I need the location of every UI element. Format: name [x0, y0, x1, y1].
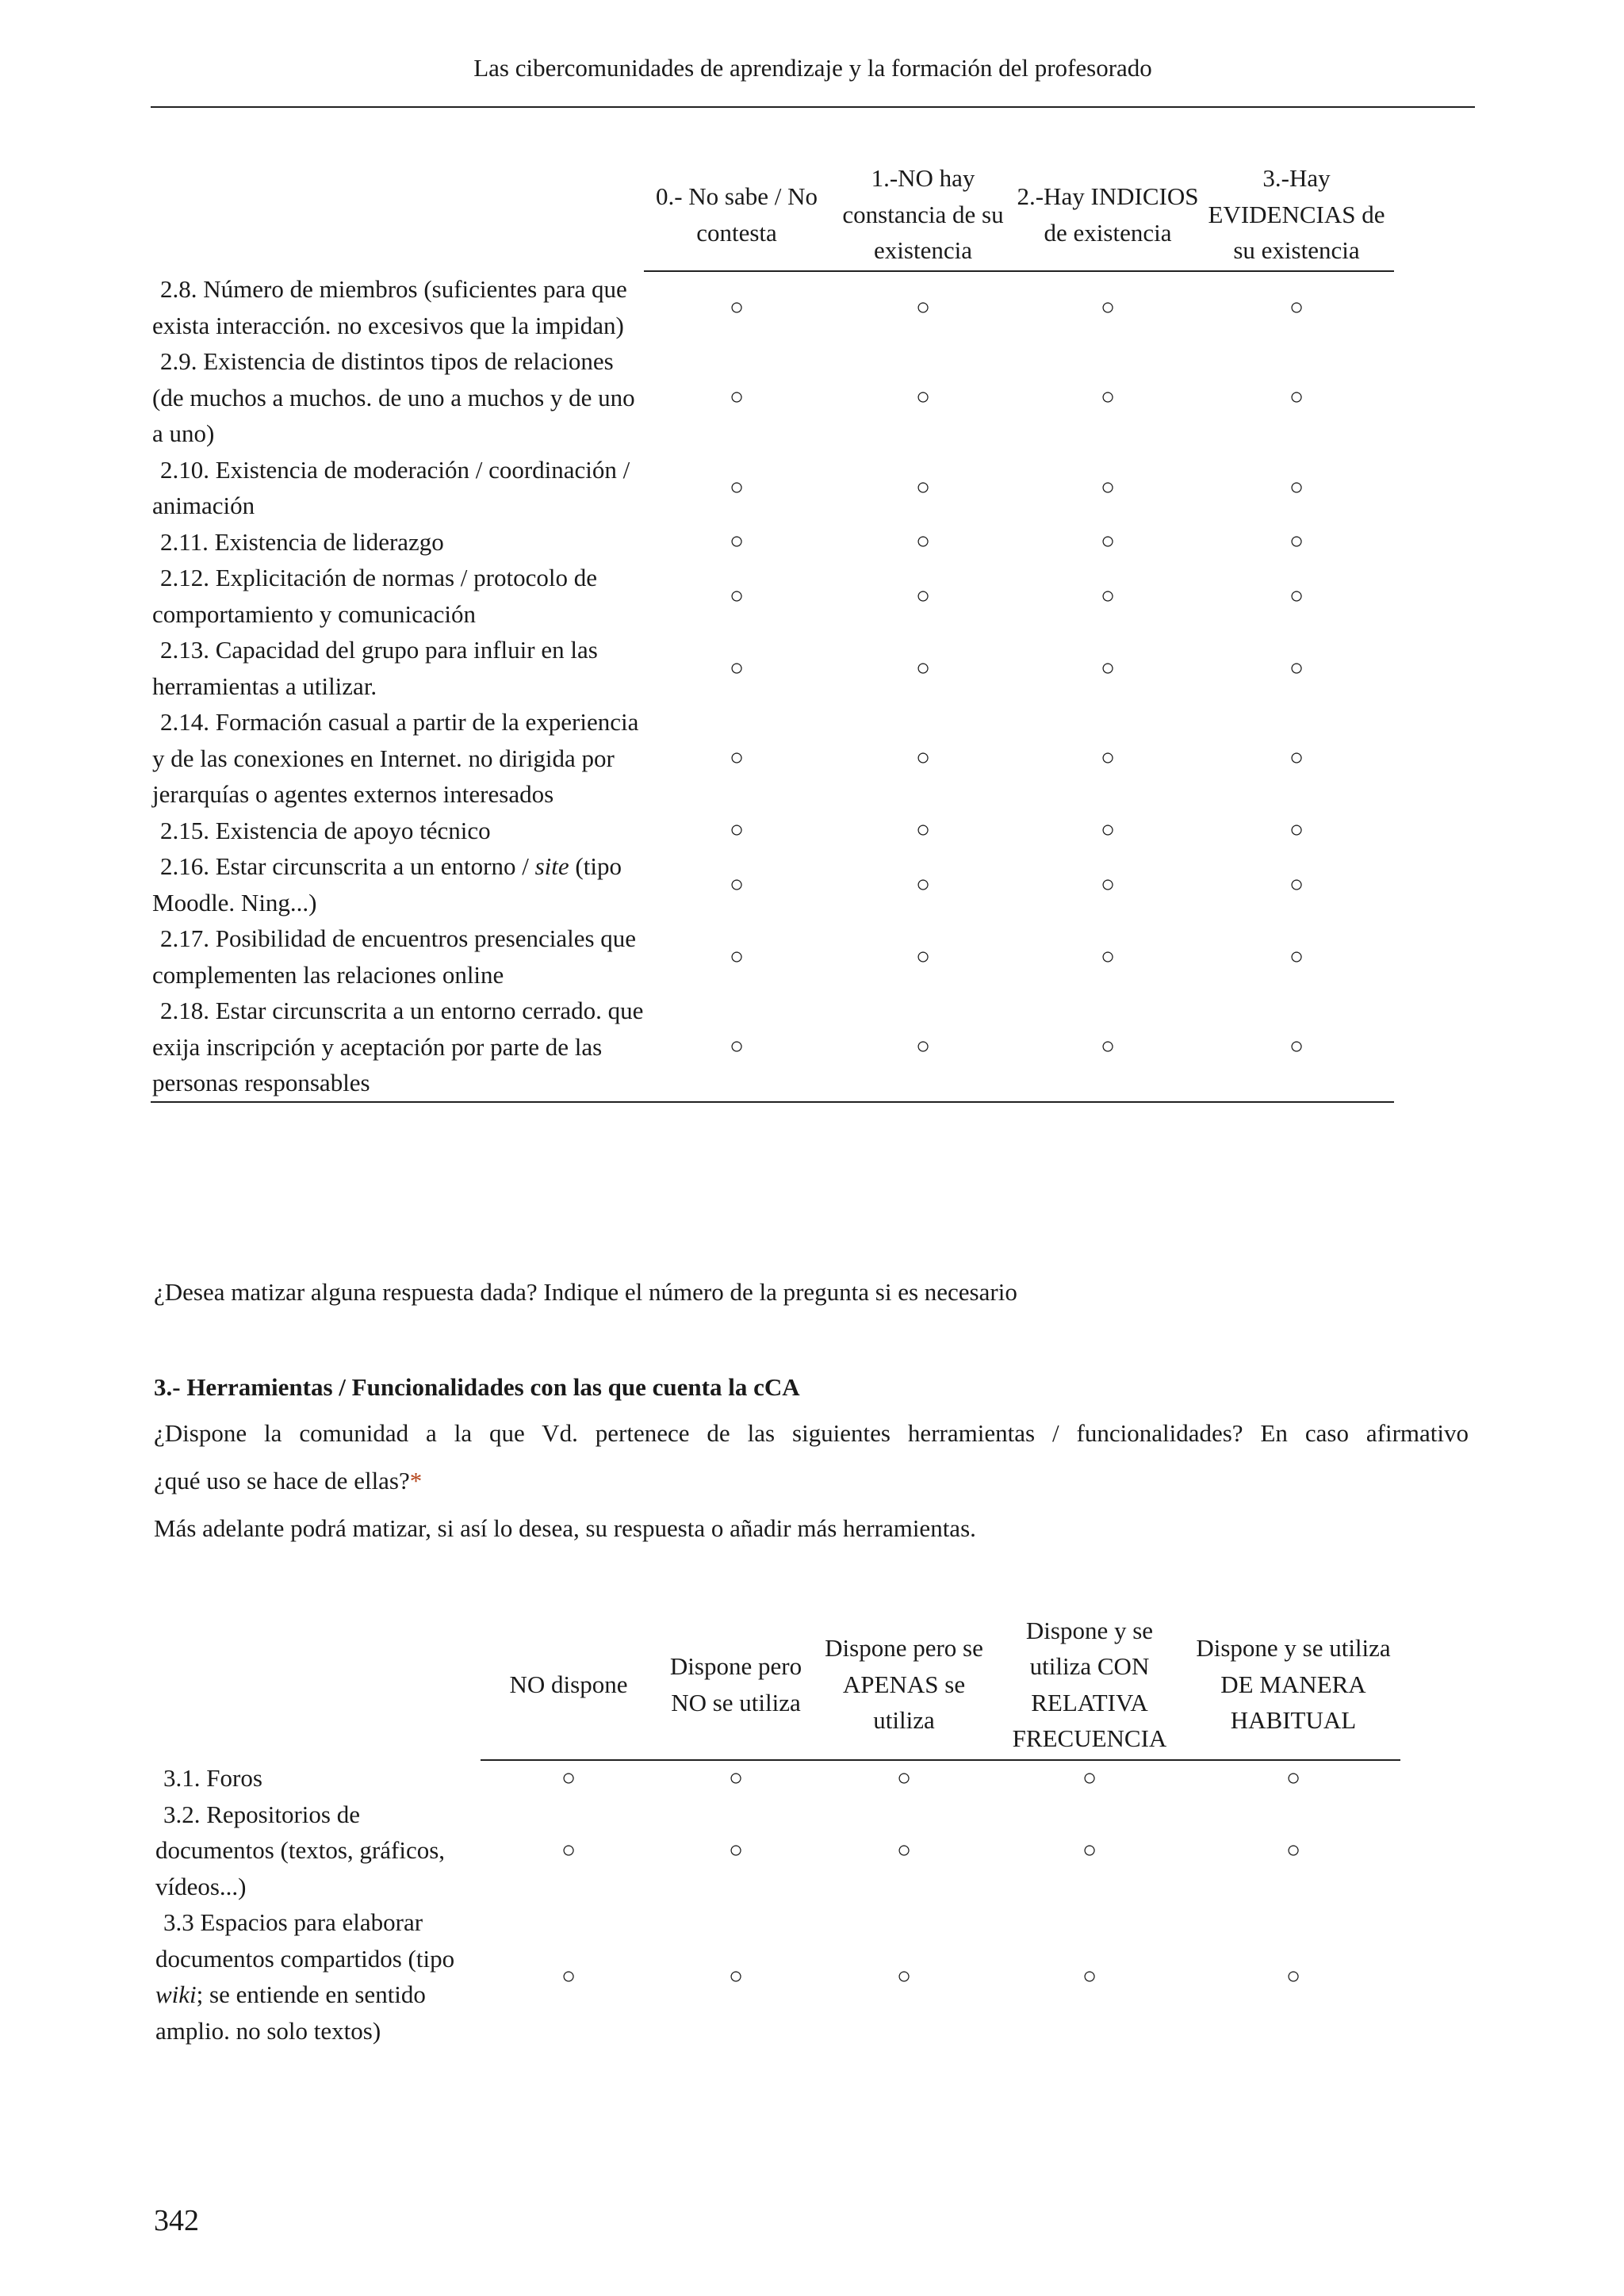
row-label-text: 2.17. Posibilidad de encuentros presenciales que complementen las relaciones online: [152, 924, 637, 989]
row-label: [151, 452, 644, 524]
radio-option[interactable]: ○: [1100, 474, 1116, 500]
radio-option[interactable]: ○: [729, 871, 745, 897]
radio-option[interactable]: ○: [1289, 474, 1304, 500]
row-label-text-after: ; se entiende en sentido amplio. no solo textos): [155, 1980, 426, 2045]
row-label-text: 3.1. Foros: [163, 1764, 262, 1792]
question-text: ¿qué uso se hace de ellas?: [154, 1467, 410, 1494]
radio-option[interactable]: ○: [915, 474, 931, 500]
table-row: [154, 1760, 1400, 1797]
column-header-manera-habitual: Dispone y se utiliza DE MANERA HABITUAL: [1186, 1609, 1400, 1760]
radio-option[interactable]: ○: [915, 943, 931, 970]
radio-option[interactable]: ○: [1289, 654, 1304, 681]
radio-option[interactable]: ○: [1289, 943, 1304, 970]
row-label: [151, 271, 644, 343]
row-label: [154, 1904, 481, 2049]
row-label-text: 2.13. Capacidad del grupo para influir en las herramientas a utilizar.: [152, 636, 598, 700]
column-header-relativa-frecuencia: Dispone y se utiliza CON RELATIVA FRECUENCIA: [993, 1609, 1186, 1760]
radio-option[interactable]: ○: [561, 1836, 576, 1863]
row-label-text: 2.15. Existencia de apoyo técnico: [160, 816, 491, 844]
table-row: [154, 1904, 1400, 2049]
table-header-row: [154, 1609, 1400, 1760]
radio-option[interactable]: ○: [1285, 1836, 1301, 1863]
radio-option[interactable]: ○: [1100, 654, 1116, 681]
radio-option[interactable]: ○: [1289, 384, 1304, 411]
radio-option[interactable]: ○: [729, 943, 745, 970]
row-label: [154, 1797, 481, 1905]
radio-option[interactable]: ○: [1285, 1765, 1301, 1792]
table-row: [151, 271, 1394, 343]
row-label: [151, 343, 644, 452]
row-label-text-after: (tipo Moodle. Ning...): [152, 852, 622, 916]
radio-option[interactable]: ○: [1289, 871, 1304, 897]
column-header-apenas-se-utiliza: Dispone pero se APENAS se utiliza: [815, 1609, 993, 1760]
radio-option[interactable]: ○: [915, 384, 931, 411]
section-question-line2: [154, 1465, 422, 1497]
radio-option[interactable]: ○: [729, 582, 745, 609]
radio-option[interactable]: ○: [1100, 871, 1116, 897]
row-label-text: 2.9. Existencia de distintos tipos de relaciones (de muchos a muchos. de uno a muchos y de uno a uno): [152, 347, 635, 447]
radio-option[interactable]: ○: [915, 871, 931, 897]
radio-option[interactable]: ○: [829, 993, 1017, 1102]
row-label: [151, 993, 644, 1102]
radio-option[interactable]: ○: [1082, 1765, 1097, 1792]
required-asterisk: *: [409, 1467, 423, 1494]
radio-option[interactable]: ○: [915, 294, 931, 320]
radio-option[interactable]: ○: [1100, 582, 1116, 609]
page-number: 342: [154, 2204, 199, 2237]
running-head: Las cibercomunidades de aprendizaje y la formación del profesorado: [473, 54, 1152, 82]
radio-option[interactable]: ○: [1289, 817, 1304, 844]
radio-option[interactable]: ○: [1289, 582, 1304, 609]
radio-option[interactable]: ○: [1100, 528, 1116, 555]
section-question-line1: ¿Dispone la comunidad a la que Vd. pertenece de las siguientes herramientas / funcionalidades? En caso afirmativo: [154, 1419, 1469, 1447]
radio-option[interactable]: ○: [915, 654, 931, 681]
row-label-text: 2.11. Existencia de liderazgo: [160, 527, 444, 556]
radio-option[interactable]: ○: [896, 1963, 912, 1989]
table-row: [151, 452, 1394, 524]
radio-option[interactable]: ○: [915, 528, 931, 555]
row-label: [151, 920, 644, 993]
radio-option[interactable]: ○: [896, 1765, 912, 1792]
radio-option[interactable]: ○: [1100, 294, 1116, 320]
row-label-italic: site: [534, 852, 569, 880]
row-label-text: 2.10. Existencia de moderación / coordinación / animación: [152, 455, 630, 519]
column-header-no-hay-constancia: 1.-NO hay constancia de su existencia: [829, 159, 1017, 271]
radio-option[interactable]: ○: [915, 817, 931, 844]
radio-option[interactable]: ○: [644, 993, 829, 1102]
section-heading: 3.- Herramientas / Funcionalidades con las que cuenta la cCA: [154, 1373, 800, 1401]
column-header-hay-indicios: 2.-Hay INDICIOS de existencia: [1017, 159, 1199, 271]
radio-option[interactable]: ○: [729, 384, 745, 411]
radio-option[interactable]: ○: [1082, 1963, 1097, 1989]
row-label-text: 2.14. Formación casual a partir de la experiencia y de las conexiones en Internet. no dirigida por jerarquías o agentes externos interesados: [152, 708, 639, 808]
radio-option[interactable]: ○: [561, 1765, 576, 1792]
radio-option[interactable]: ○: [728, 1963, 744, 1989]
row-label: [151, 560, 644, 632]
radio-option[interactable]: ○: [1082, 1836, 1097, 1863]
column-header-hay-evidencias: 3.-Hay EVIDENCIAS de su existencia: [1199, 159, 1394, 271]
column-header-no-sabe: 0.- No sabe / No contesta: [644, 159, 829, 271]
table-row: [151, 813, 1394, 849]
row-label: [151, 524, 644, 561]
radio-option[interactable]: ○: [1289, 294, 1304, 320]
column-header-no-dispone: NO dispone: [481, 1609, 657, 1760]
row-label-italic: wiki: [155, 1980, 197, 2008]
radio-option[interactable]: ○: [729, 654, 745, 681]
row-label: [154, 1760, 481, 1797]
radio-option[interactable]: ○: [896, 1836, 912, 1863]
row-label-text: 2.16. Estar circunscrita a un entorno /: [160, 852, 535, 880]
radio-option[interactable]: ○: [729, 474, 745, 500]
row-label: [151, 813, 644, 849]
indicators-table: [151, 159, 1394, 1103]
row-label-text: 2.8. Número de miembros (suficientes para que exista interacción. no excesivos que la impidan): [152, 275, 627, 339]
tools-table: [154, 1609, 1400, 2049]
radio-option[interactable]: ○: [1100, 384, 1116, 411]
radio-option[interactable]: ○: [728, 1836, 744, 1863]
row-label-text: 3.2. Repositorios de documentos (textos, gráficos, vídeos...): [155, 1800, 446, 1900]
radio-option[interactable]: ○: [561, 1963, 576, 1989]
radio-option[interactable]: ○: [728, 1765, 744, 1792]
row-label-text: 2.18. Estar circunscrita a un entorno cerrado. que exija inscripción y aceptación por parte de las personas responsables: [152, 997, 644, 1096]
section-note: Más adelante podrá matizar, si así lo desea, su respuesta o añadir más herramientas.: [154, 1514, 976, 1542]
row-label-text: 2.12. Explicitación de normas / protocolo de comportamiento y comunicación: [152, 564, 597, 628]
note-question: ¿Desea matizar alguna respuesta dada? Indique el número de la pregunta si es necesario: [154, 1278, 1017, 1306]
radio-option[interactable]: ○: [1100, 817, 1116, 844]
table-row: [154, 1797, 1400, 1905]
table-row: [151, 920, 1394, 993]
table-row: [151, 632, 1394, 704]
row-label-text: 3.3 Espacios para elaborar documentos compartidos (tipo: [155, 1908, 455, 1973]
radio-option[interactable]: ○: [1289, 528, 1304, 555]
column-header-no-se-utiliza: Dispone pero NO se utiliza: [657, 1609, 815, 1760]
table-row: [151, 524, 1394, 561]
radio-option[interactable]: ○: [729, 744, 745, 771]
row-label: [151, 632, 644, 704]
radio-option[interactable]: ○: [729, 528, 745, 555]
radio-option[interactable]: ○: [1100, 943, 1116, 970]
radio-option[interactable]: ○: [1017, 993, 1199, 1102]
table-header-row: [151, 159, 1394, 271]
table-row: [151, 993, 1394, 1102]
radio-option[interactable]: ○: [729, 294, 745, 320]
table-row: [151, 704, 1394, 813]
row-label: [151, 848, 644, 920]
radio-option[interactable]: ○: [1199, 993, 1394, 1102]
radio-option[interactable]: ○: [915, 744, 931, 771]
table-row: [151, 560, 1394, 632]
table-row: [151, 848, 1394, 920]
table-row: [151, 343, 1394, 452]
header-divider: [151, 106, 1475, 108]
radio-option[interactable]: ○: [1285, 1963, 1301, 1989]
row-label: [151, 704, 644, 813]
radio-option[interactable]: ○: [915, 582, 931, 609]
radio-option[interactable]: ○: [729, 817, 745, 844]
radio-option[interactable]: ○: [1289, 744, 1304, 771]
radio-option[interactable]: ○: [1100, 744, 1116, 771]
